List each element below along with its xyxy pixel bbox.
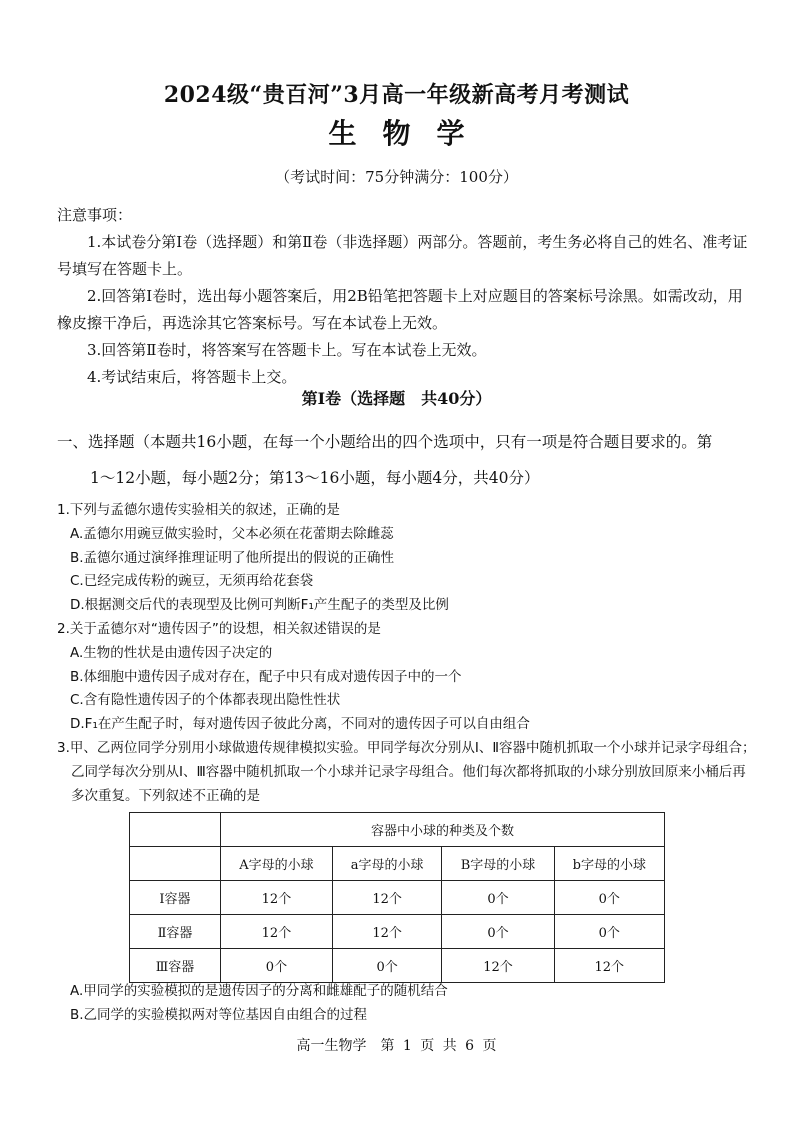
table-cell: 12个 <box>332 881 442 915</box>
part-instructions <box>57 424 762 496</box>
table-row-label: Ⅱ容器 <box>130 915 221 949</box>
question-1 <box>57 499 757 618</box>
table-cell: 0个 <box>332 949 442 983</box>
table-row-label: Ⅲ容器 <box>130 949 221 983</box>
question-option: D.根据测交后代的表现型及比例可判断F₁产生配子的类型及比例 <box>70 597 449 614</box>
question-option: A.生物的性状是由遗传因子决定的 <box>70 644 273 661</box>
table-cell: 0个 <box>554 915 664 949</box>
section-title: 第Ⅰ卷（选择题 共40分） <box>301 389 492 408</box>
note-item: 1.本试卷分第Ⅰ卷（选择题）和第Ⅱ卷（非选择题）两部分。答题前，考生务必将自己的姓名、准考证号填写在答题卡上。 <box>57 233 748 278</box>
notes-block <box>57 202 757 391</box>
question-option: B.体细胞中遗传因子成对存在，配子中只有成对遗传因子中的一个 <box>70 668 462 685</box>
question-option: A.孟德尔用豌豆做实验时，父本必须在花蕾期去除雌蕊 <box>70 525 394 542</box>
question-stem: 3.甲、乙两位同学分别用小球做遗传规律模拟实验。甲同学每次分别从Ⅰ、Ⅱ容器中随机抓取一个小球并记录字母组合；乙同学每次分别从Ⅰ、Ⅲ容器中随机抓取一个小球并记录字母组合。他们每次都将抓取的小球分别放回原来小桶后再多次重复。下列叙述不正确的是 <box>57 739 756 804</box>
question-option: B.孟德尔通过演绎推理证明了他所提出的假说的正确性 <box>70 549 395 566</box>
question-option: C.已经完成传粉的豌豆，无须再给花套袋 <box>70 573 314 590</box>
table-row-label: Ⅰ容器 <box>130 881 221 915</box>
question-option: C.含有隐性遗传因子的个体都表现出隐性性状 <box>70 692 341 709</box>
table-column-header: b字母的小球 <box>554 847 664 881</box>
question-3 <box>57 737 757 808</box>
table-cell: 12个 <box>442 949 554 983</box>
page-footer: 高一生物学 第 1 页 共 6 页 <box>296 1038 497 1054</box>
table-cell: 0个 <box>442 915 554 949</box>
note-item: 2.回答第Ⅰ卷时，选出每小题答案后，用2B铅笔把答题卡上对应题目的答案标号涂黑。如需改动，用橡皮擦干净后，再选涂其它答案标号。写在本试卷上无效。 <box>57 287 743 332</box>
question-stem: 1.下列与孟德尔遗传实验相关的叙述，正确的是 <box>57 502 340 518</box>
table-cell: 12个 <box>221 915 333 949</box>
container-ball-table <box>129 812 665 983</box>
notes-heading: 注意事项： <box>57 206 133 224</box>
table-cell: 12个 <box>332 915 442 949</box>
exam-title: 2024级“贵百河”3月高一年级新高考月考测试 <box>163 82 630 108</box>
question-stem: 2.关于孟德尔对“遗传因子”的设想，相关叙述错误的是 <box>57 620 381 637</box>
subject-title: 生物学 <box>328 117 491 150</box>
question-option: A.甲同学的实验模拟的是遗传因子的分离和雌雄配子的随机结合 <box>70 983 448 999</box>
table-cell: 0个 <box>221 949 333 983</box>
table-group-header: 容器中小球的种类及个数 <box>221 813 665 847</box>
table-cell: 12个 <box>554 949 664 983</box>
table-column-header: a字母的小球 <box>332 847 442 881</box>
question-3-options <box>57 980 757 1028</box>
part-instructions-line1: 一、选择题（本题共16小题，在每一个小题给出的四个选项中，只有一项是符合题目要求的。第 <box>57 433 713 451</box>
table-row <box>130 915 665 949</box>
question-option: D.F₁在产生配子时，每对遗传因子彼此分离，不同对的遗传因子可以自由组合 <box>70 716 530 733</box>
note-item: 4.考试结束后，将答题卡上交。 <box>87 368 297 386</box>
part-instructions-line2: 1～12小题，每小题2分；第13～16小题，每小题4分，共40分） <box>90 469 540 487</box>
table-column-header: A字母的小球 <box>221 847 333 881</box>
exam-time-info: （考试时间：75分钟满分：100分） <box>275 168 518 186</box>
table-row <box>130 881 665 915</box>
question-option: B.乙同学的实验模拟两对等位基因自由组合的过程 <box>70 1006 368 1023</box>
table-cell: 0个 <box>554 881 664 915</box>
table-cell: 12个 <box>221 881 333 915</box>
questions-block <box>57 499 757 808</box>
table-row <box>130 949 665 983</box>
table-cell: 0个 <box>442 881 554 915</box>
table-corner-cell <box>130 847 221 881</box>
table-corner-cell <box>130 813 221 847</box>
note-item: 3.回答第Ⅱ卷时，将答案写在答题卡上。写在本试卷上无效。 <box>87 341 487 359</box>
question-2 <box>57 618 757 737</box>
table-column-header: B字母的小球 <box>442 847 554 881</box>
